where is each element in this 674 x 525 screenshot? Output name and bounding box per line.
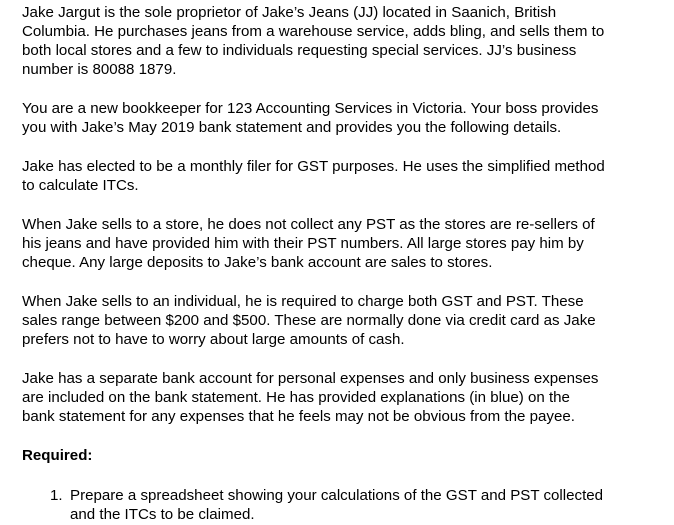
paragraph-bookkeeper-role: You are a new bookkeeper for 123 Accounting Services in Victoria. Your boss provides you with Jake’s May 2019 bank statement and provides you the following details. <box>22 100 599 136</box>
list-item-number: 1. <box>50 487 63 504</box>
paragraph-business-intro: Jake Jargut is the sole proprietor of Jake’s Jeans (JJ) located in Saanich, British Columbia. He purchases jeans from a warehouse service, adds bling, and sells them to both local stores and a few to individuals requesting special services. JJ’s business number is 80088 1879. <box>22 4 605 78</box>
paragraph-bank-account: Jake has a separate bank account for personal expenses and only business expenses are included on the bank statement. He has provided explanations (in blue) on the bank statement for any expenses that he feels may not be obvious from the payee. <box>22 370 599 425</box>
paragraph-store-sales: When Jake sells to a store, he does not collect any PST as the stores are re-sellers of his jeans and have provided him with their PST numbers. All large stores pay him by cheque. Any large deposits to Jake’s bank account are sales to stores. <box>22 216 595 271</box>
paragraph-gst-filing: Jake has elected to be a monthly filer for GST purposes. He uses the simplified method to calculate ITCs. <box>22 158 605 194</box>
required-list <box>50 486 650 524</box>
required-heading: Required: <box>22 447 93 464</box>
list-item <box>50 486 650 524</box>
paragraph-individual-sales: When Jake sells to an individual, he is required to charge both GST and PST. These sales range between $200 and $500. These are normally done via credit card as Jake prefers not to have to worry about large amounts of cash. <box>22 293 596 348</box>
list-item-text: Prepare a spreadsheet showing your calculations of the GST and PST collected and the ITCs to be claimed. <box>70 487 604 523</box>
